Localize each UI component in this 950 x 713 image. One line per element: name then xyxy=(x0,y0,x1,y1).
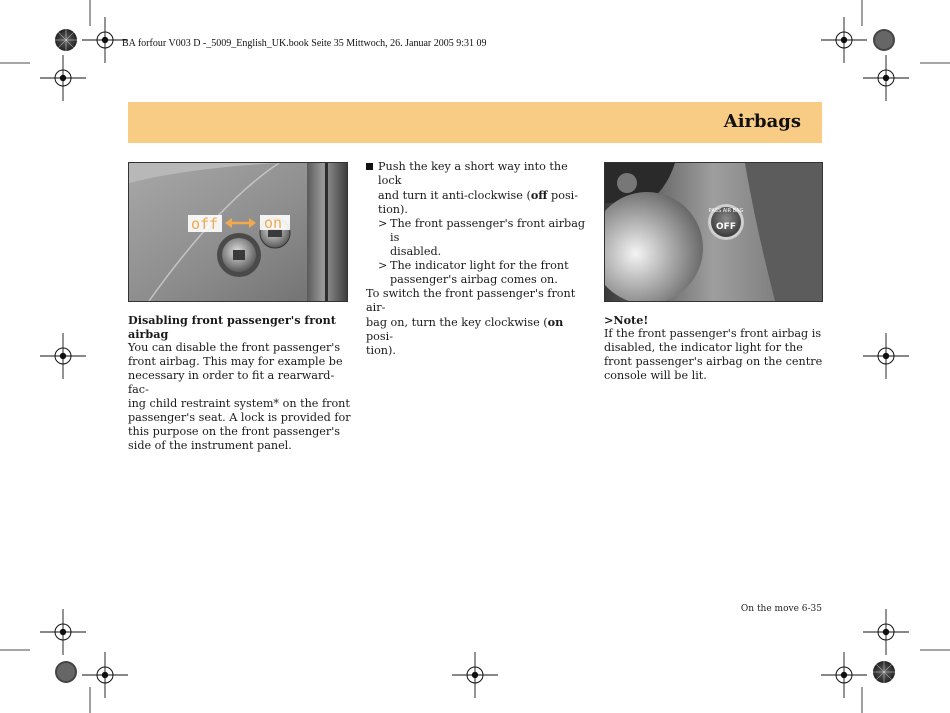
column-disabling-airbag xyxy=(128,313,353,453)
column-instructions xyxy=(366,160,591,358)
body-line: front airbag. This may for example be xyxy=(128,355,343,368)
body-line: disabled, the indicator light for the xyxy=(604,341,803,354)
result-item: > The front passenger's front airbag is disabled. xyxy=(378,217,586,258)
section-banner xyxy=(128,102,822,143)
body-line: ing child restraint system* on the front xyxy=(128,397,350,410)
key-lock-photo xyxy=(128,162,348,302)
print-slug: BA forfour V003 D -_5009_English_UK.book Seite 35 Mittwoch, 26. Januar 2005 9:31 09 xyxy=(122,38,487,49)
lock-off-label: off xyxy=(191,215,219,233)
airbag-indicator-label: PASS AIR BAG xyxy=(708,208,744,214)
result-arrow-icon: > xyxy=(378,259,388,272)
body-line: side of the instrument panel. xyxy=(128,439,292,452)
square-bullet-icon xyxy=(366,163,373,170)
body-line: front passenger's airbag on the centre xyxy=(604,355,823,368)
body-line: You can disable the front passenger's xyxy=(128,341,341,354)
result-arrow-icon: > xyxy=(378,217,388,230)
corner-wheel-tl xyxy=(55,29,77,51)
body-line: console will be lit. xyxy=(604,369,707,382)
column-note xyxy=(604,313,829,383)
switch-on-paragraph: To switch the front passenger's front air- bag on, turn the key clockwise (on posi- tion). xyxy=(366,287,576,357)
instruction-step: Push the key a short way into the lock and turn it anti-clockwise (off posi- tion). xyxy=(366,160,591,217)
section-title: Airbags xyxy=(723,111,801,132)
body-line: this purpose on the front passenger's xyxy=(128,425,341,438)
page-footer: On the move 6-35 xyxy=(740,604,822,614)
body-line: necessary in order to fit a rearward-fac- xyxy=(128,369,335,396)
airbag-indicator-off-text: OFF xyxy=(716,222,736,232)
airbag-off-indicator-photo xyxy=(604,162,823,302)
note-heading: >Note! xyxy=(604,313,649,327)
result-item: > The indicator light for the front passenger's airbag comes on. xyxy=(378,259,569,286)
subheading-disabling: Disabling front passenger's front airbag xyxy=(128,313,336,341)
body-line: passenger's seat. A lock is provided for xyxy=(128,411,351,424)
lock-on-label: on xyxy=(264,214,283,232)
body-line: If the front passenger's front airbag is xyxy=(604,327,822,340)
